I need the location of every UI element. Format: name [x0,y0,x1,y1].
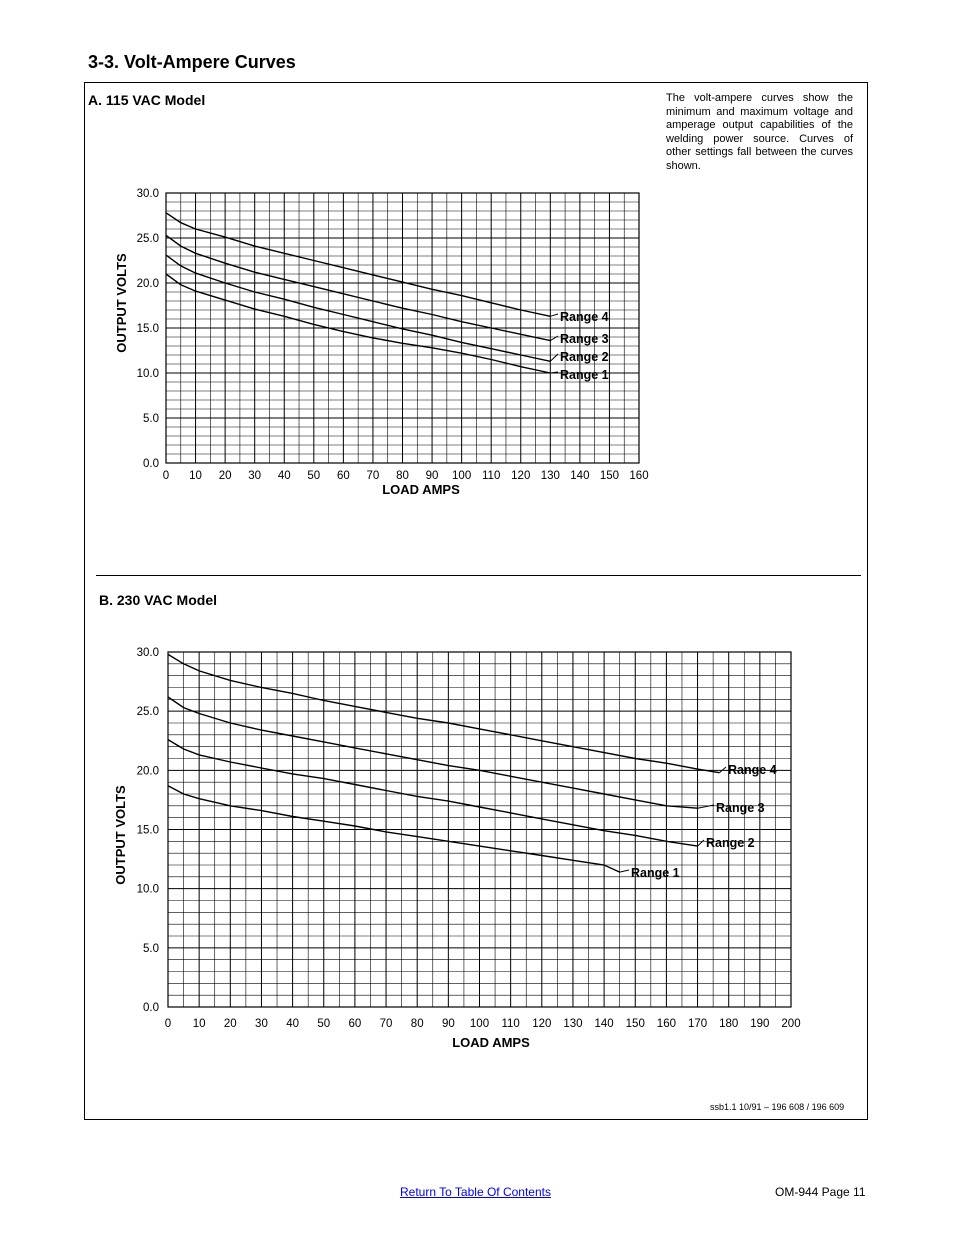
x-tick-label: 140 [570,470,590,482]
x-tick-label: 40 [277,470,291,482]
x-tick-label: 100 [452,470,472,482]
x-tick-label: 130 [540,470,560,482]
series-label-range-1: Range 1 [560,368,609,382]
x-tick-label: 30 [255,1018,268,1030]
y-tick-label: 0.0 [143,458,159,470]
series-label-range-3: Range 3 [560,332,609,346]
x-tick-label: 90 [425,470,439,482]
x-tick-label: 20 [218,470,232,482]
series-leader-line [698,805,714,808]
y-tick-label: 0.0 [143,1002,159,1014]
x-tick-label: 70 [366,470,380,482]
page-number: OM-944 Page 11 [775,1185,866,1199]
y-tick-label: 5.0 [143,413,159,425]
description-text: The volt-ampere curves show the minimum and maximum voltage and amperage output capabilities of the welding power source. Curves of other settings fall between the curves shown. [666,92,853,172]
x-tick-label: 110 [482,470,501,482]
x-tick-label: 140 [594,1018,614,1030]
x-tick-label: 160 [629,470,649,482]
y-tick-label: 20.0 [136,278,159,290]
y-axis-label: OUTPUT VOLTS [113,785,128,885]
y-tick-label: 5.0 [143,942,159,955]
y-tick-label: 10.0 [136,883,159,896]
subsection-title-115vac: A. 115 VAC Model [88,92,206,108]
x-tick-label: 10 [189,470,202,482]
return-to-toc-link[interactable]: Return To Table Of Contents [400,1185,551,1199]
y-tick-label: 30.0 [136,647,159,659]
series-leader-line [698,840,704,846]
series-leader-line [620,870,629,872]
x-tick-label: 0 [162,470,170,482]
x-tick-label: 20 [223,1018,237,1030]
y-tick-label: 25.0 [136,233,159,245]
reference-code: ssb1.1 10/91 – 196 608 / 196 609 [710,1102,845,1112]
x-tick-label: 70 [379,1018,393,1030]
x-tick-label: 190 [750,1018,770,1030]
series-label-range-2: Range 2 [560,350,609,364]
series-label-range-3: Range 3 [716,801,765,815]
y-tick-label: 20.0 [136,765,159,778]
x-tick-label: 60 [336,470,350,482]
y-tick-label: 15.0 [136,323,159,335]
x-tick-label: 120 [532,1018,552,1030]
section-title: 3-3. Volt-Ampere Curves [88,52,296,72]
x-tick-label: 30 [248,470,262,482]
y-tick-label: 15.0 [136,824,159,837]
series-label-range-2: Range 2 [706,836,755,850]
y-tick-label: 30.0 [136,188,159,200]
x-tick-label: 50 [307,470,321,482]
x-tick-label: 150 [625,1018,645,1030]
x-tick-label: 170 [687,1018,708,1030]
x-tick-label: 80 [410,1018,424,1030]
x-tick-label: 50 [317,1018,331,1030]
x-tick-label: 10 [192,1018,206,1030]
series-label-range-4: Range 4 [728,763,777,777]
series-line-range-1 [168,786,620,872]
series-label-range-4: Range 4 [560,310,609,324]
chart-grid [168,652,791,1007]
x-tick-label: 150 [599,470,620,482]
x-tick-label: 130 [563,1018,583,1030]
x-tick-label: 90 [441,1018,455,1030]
x-tick-label: 100 [469,1018,490,1030]
x-axis-label: LOAD AMPS [382,482,460,497]
x-tick-label: 110 [501,1018,520,1030]
x-tick-label: 200 [781,1018,801,1030]
subsection-title-230vac: B. 230 VAC Model [99,592,217,608]
y-tick-label: 25.0 [136,706,159,719]
x-tick-label: 80 [396,470,409,482]
series-line-range-4 [168,654,719,772]
x-tick-label: 40 [286,1018,299,1030]
y-tick-label: 10.0 [136,368,159,380]
x-tick-label: 120 [511,470,531,482]
series-label-range-1: Range 1 [631,866,680,880]
x-tick-label: 60 [348,1018,362,1030]
x-tick-label: 0 [164,1018,172,1030]
y-axis-label: OUTPUT VOLTS [114,253,129,353]
x-tick-label: 180 [719,1018,739,1030]
x-axis-label: LOAD AMPS [452,1035,530,1050]
x-tick-label: 160 [656,1018,676,1030]
